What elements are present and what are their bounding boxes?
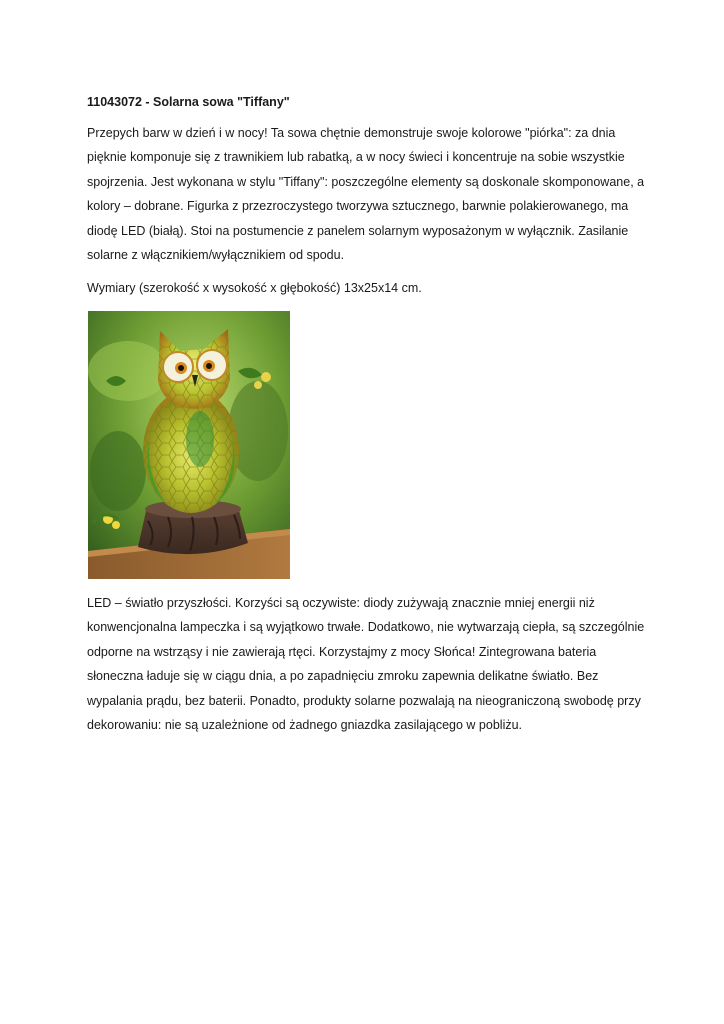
description-line: Przepych barw w dzień i w nocy! Ta sowa chętnie demonstruje swoje kolorowe "piórka": za dnia: [87, 126, 616, 140]
led-line: LED – światło przyszłości. Korzyści są oczywiste: diody zużywają znacznie mniej energii niż: [87, 596, 595, 610]
description-line: solarne z włącznikiem/wyłącznikiem od spodu.: [87, 248, 345, 263]
product-description: [87, 121, 647, 267]
description-line: spojrzenia. Jest wykonana w stylu "Tiffany": poszczególne elementy są doskonale skomponowane, a: [87, 174, 645, 189]
description-line: diodę LED (białą). Stoi na postumencie z panelem solarnym wyposażonym w wyłącznik. Zasilanie: [87, 223, 629, 238]
owl-product-photo: [88, 311, 290, 579]
description-line: pięknie komponuje się z trawnikiem lub rabatką, a w nocy świeci i koncentruje na sobie wszystkie: [87, 150, 625, 165]
led-line: konwencjonalna lampeczka i są wyjątkowo trwałe. Dodatkowo, nie wytwarzają ciepła, są szczególnie: [87, 620, 645, 635]
led-line: odporne na wstrząsy i nie zawierają rtęci. Korzystajmy z mocy Słońca! Zintegrowana bateria: [87, 644, 597, 659]
led-line: wypalania prądu, bez baterii. Ponadto, produkty solarne pozwalają na nieograniczoną swobodę przy: [87, 693, 641, 708]
dimensions-line: Wymiary (szerokość x wysokość x głębokość) 13x25x14 cm.: [87, 281, 422, 295]
led-line: słoneczna ładuje się w ciągu dnia, a po zapadnięciu zmroku zapewnia delikatne światło. Bez: [87, 669, 599, 684]
led-line: dekorowaniu: nie są uzależnione od żadnego gniazdka zasilającego w pobliżu.: [87, 718, 523, 733]
description-line: kolory – dobrane. Figurka z przezroczystego tworzywa sztucznego, barwnie polakierowanego, ma: [87, 199, 629, 214]
led-description: [87, 591, 647, 737]
product-title: 11043072 - Solarna sowa "Tiffany": [87, 95, 290, 109]
product-dimensions: [87, 276, 647, 300]
